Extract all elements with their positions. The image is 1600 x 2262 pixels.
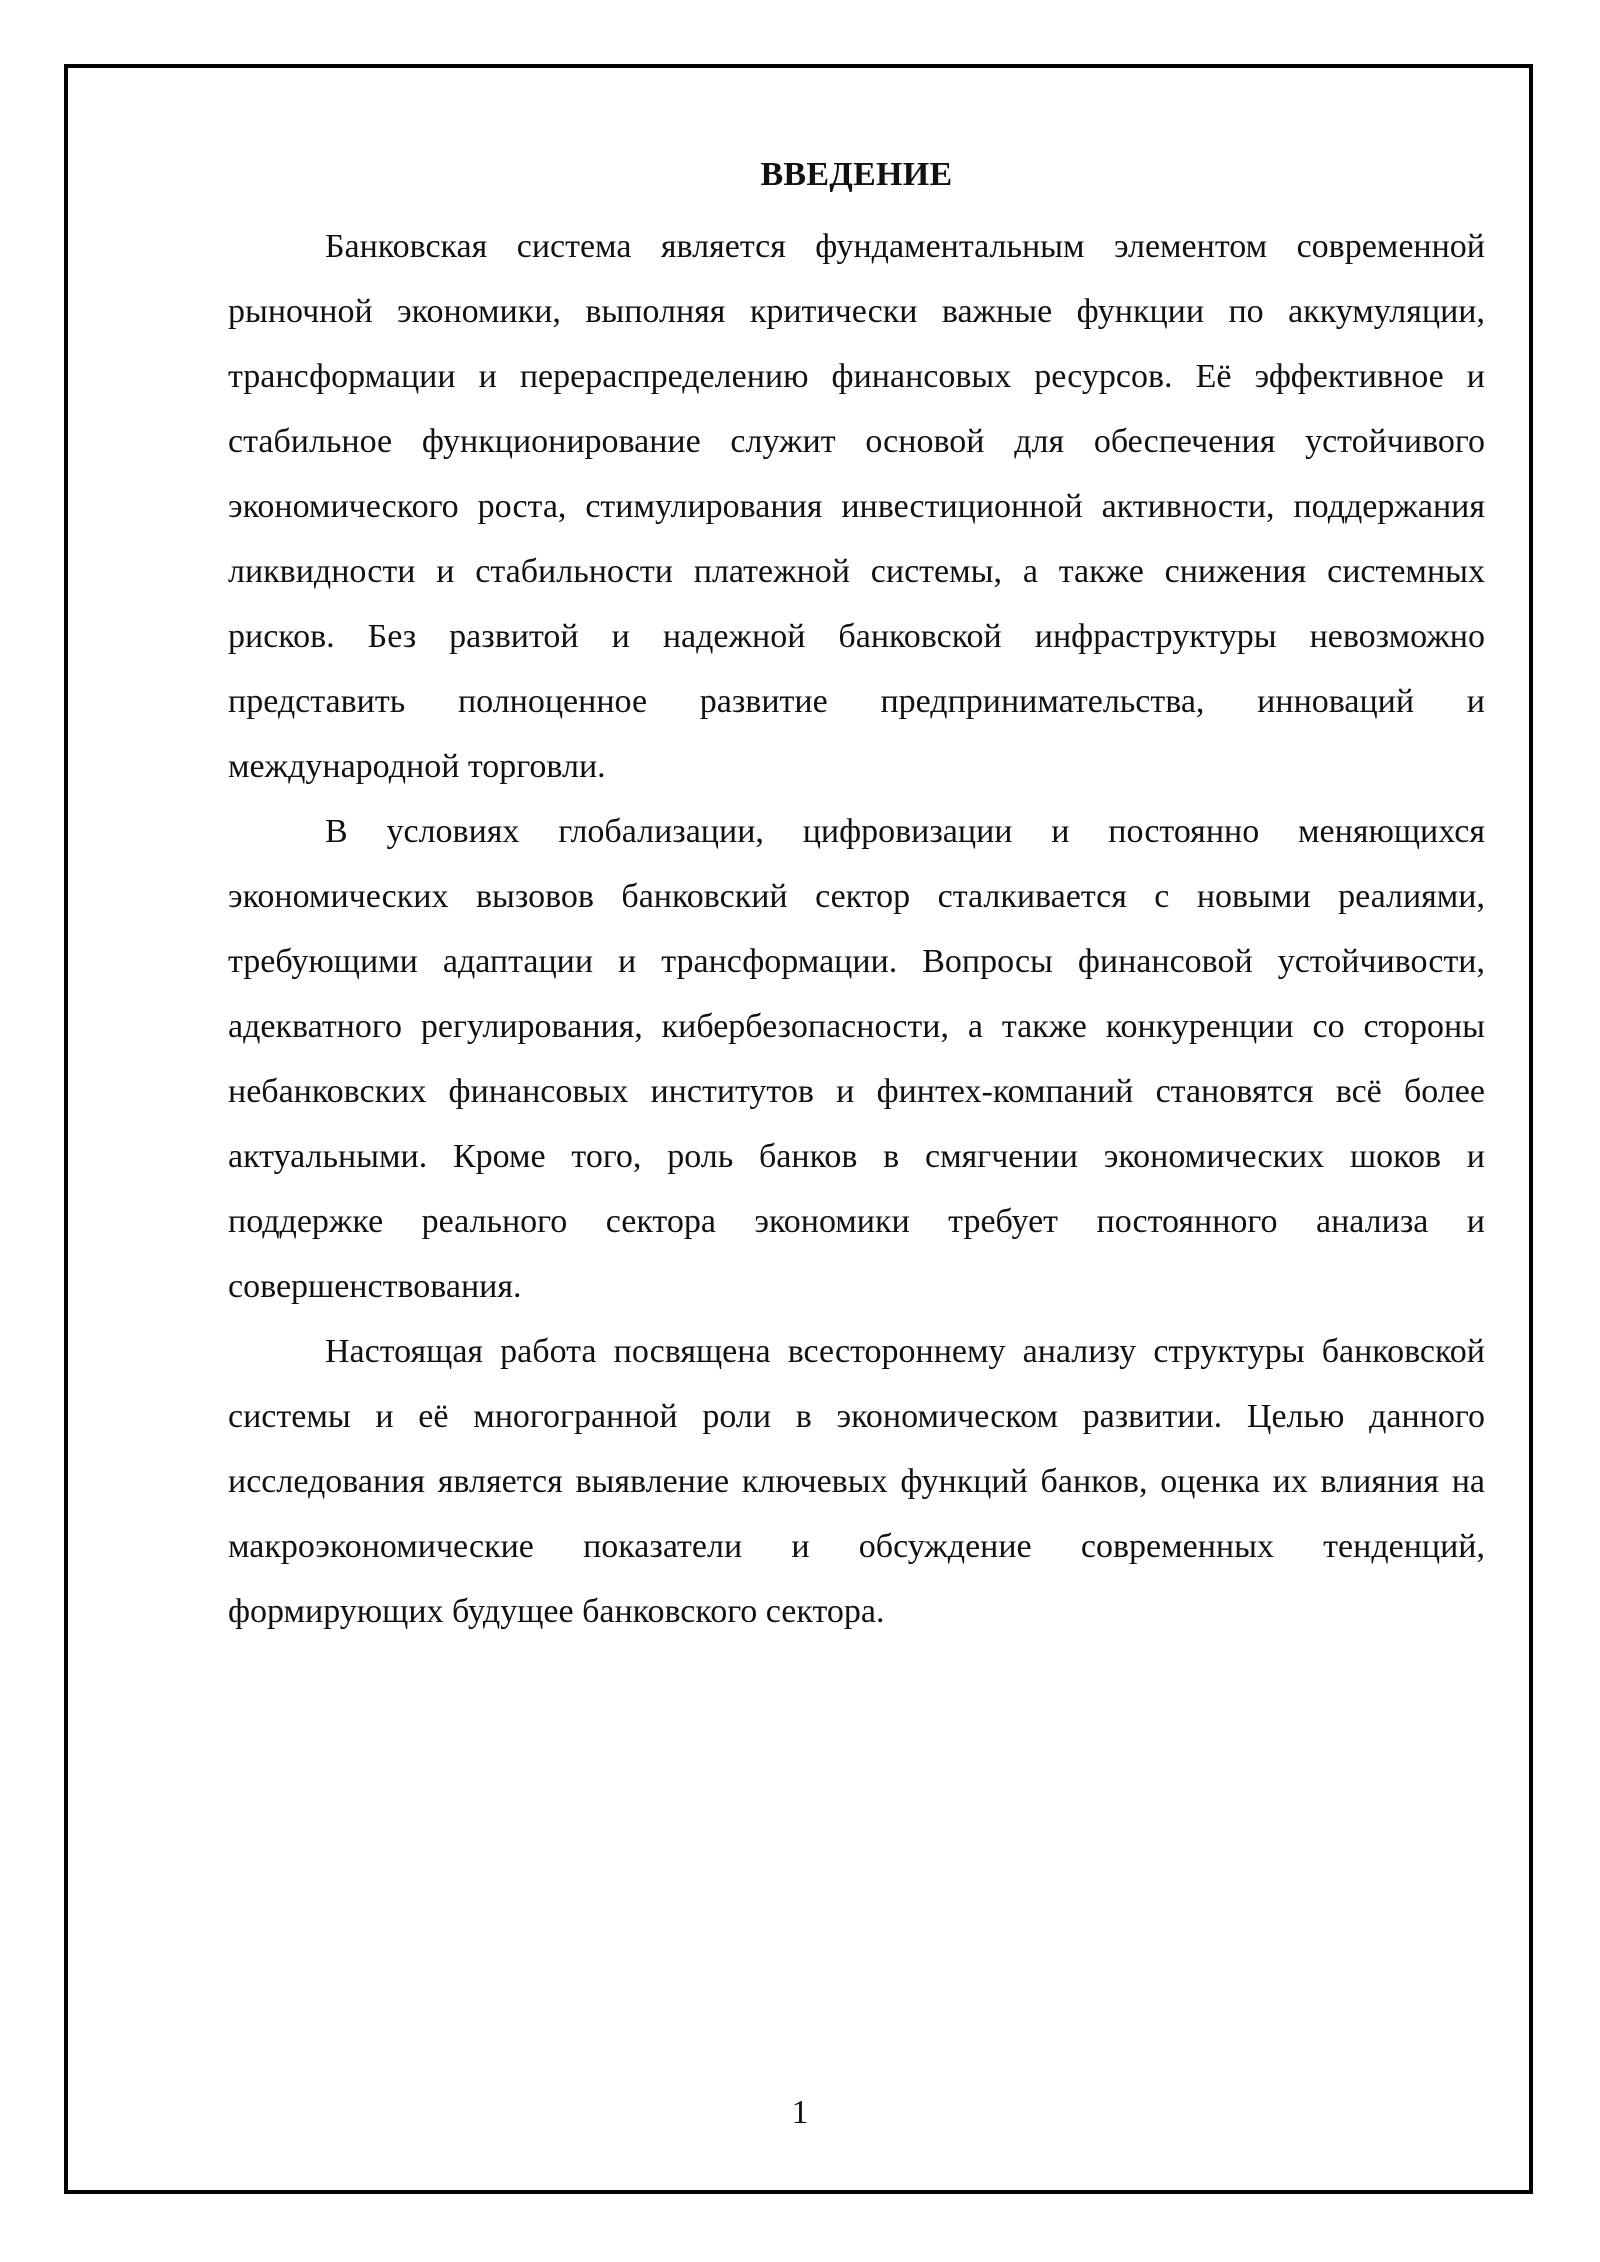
paragraph-3: Настоящая работа посвящена всестороннему анализу структуры банковской системы и её многогранной роли в экономическом развитии. Целью данного исследования является выявление ключевых функций банков, оценка их влияния на макроэкономические показатели и обсуждение современных тенденций, формирующих будущее банковского сектора. [228, 1333, 1485, 1630]
page-number: 1 [791, 2094, 809, 2131]
section-title: ВВЕДЕНИЕ [760, 156, 953, 193]
paragraph-1: Банковская система является фундаментальным элементом современной рыночной экономики, выполняя критически важные функции по аккумуляции, трансформации и перераспределению финансовых ресурсов. Её эффективное и стабильное функционирование служит основой для обеспечения устойчивого экономического роста, стимулирования инвестиционной активности, поддержания ликвидности и стабильности платежной системы, а также снижения системных рисков. Без развитой и надежной банковской инфраструктуры невозможно представить полноценное развитие предпринимательства, инноваций и международной торговли. [228, 228, 1485, 785]
document-body [228, 148, 1485, 1644]
paragraph-2: В условиях глобализации, цифровизации и постоянно меняющихся экономических вызовов банковский сектор сталкивается с новыми реалиями, требующими адаптации и трансформации. Вопросы финансовой устойчивости, адекватного регулирования, кибербезопасности, а также конкуренции со стороны небанковских финансовых институтов и финтех-компаний становятся всё более актуальными. Кроме того, роль банков в смягчении экономических шоков и поддержке реального сектора экономики требует постоянного анализа и совершенствования. [228, 813, 1485, 1305]
